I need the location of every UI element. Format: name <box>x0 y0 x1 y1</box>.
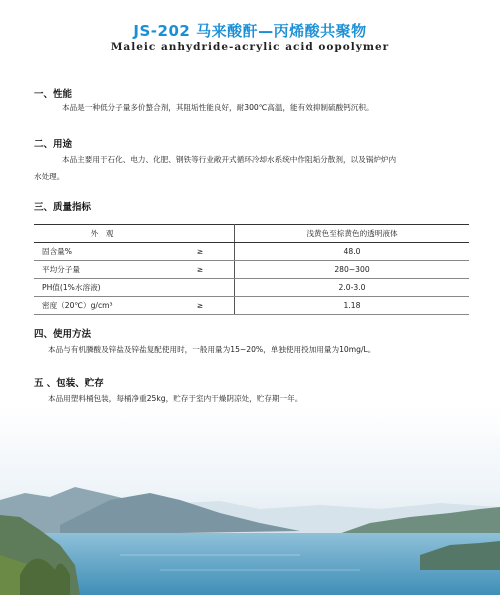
table-cell: 1.18 <box>235 297 470 315</box>
table-row <box>34 279 469 297</box>
table-cell: 密度（20℃）g/cm³ <box>34 297 166 315</box>
lake-mountain-scenery <box>0 405 500 595</box>
section-text-properties: 本品是一种低分子量多价螯合剂，其阻垢性能良好，耐300℃高温，能有效抑制硫酸钙沉积。 <box>62 103 374 112</box>
table-cell: ≥ <box>166 297 235 315</box>
table-cell: 48.0 <box>235 243 470 261</box>
table-cell <box>166 225 235 243</box>
section-text-usage-line1: 本品主要用于石化、电力、化肥、钢铁等行业敞开式循环冷却水系统中作阻垢分散剂，以及锅炉炉内 <box>62 155 397 164</box>
table-cell: PH值(1%水溶液) <box>34 279 166 297</box>
table-cell: 280~300 <box>235 261 470 279</box>
section-heading-quality: 三、质量指标 <box>34 202 92 213</box>
section-heading-method: 四、使用方法 <box>34 329 92 340</box>
page-title: JS-202 马来酸酐—丙烯酸共聚物 <box>133 22 367 40</box>
section-text-method: 本品与有机膦酸及锌盐及锌盐复配使用时，一般用量为15~20%，单独使用投加用量为10mg/L。 <box>48 345 376 354</box>
table-cell: 外 观 <box>34 225 166 243</box>
table-cell: 2.0-3.0 <box>235 279 470 297</box>
table-cell: ≥ <box>166 243 235 261</box>
page-subtitle: Maleic anhydride-acrylic acid oopolymer <box>110 41 390 53</box>
table-row <box>34 243 469 261</box>
section-text-usage-line2: 水处理。 <box>34 172 65 181</box>
table-cell: 固含量% <box>34 243 166 261</box>
table-cell <box>166 279 235 297</box>
quality-spec-table <box>34 224 469 315</box>
table-cell: 平均分子量 <box>34 261 166 279</box>
section-heading-packaging: 五 、包装、贮存 <box>34 378 104 389</box>
table-row <box>34 297 469 315</box>
table-row <box>34 261 469 279</box>
section-heading-usage: 二、用途 <box>34 139 73 150</box>
table-cell: 浅黄色至棕黄色的透明液体 <box>235 225 470 243</box>
section-heading-properties: 一、性能 <box>34 89 73 100</box>
table-header-row <box>34 225 469 243</box>
section-text-packaging: 本品用塑料桶包装，每桶净重25kg，贮存于室内干燥阴凉处，贮存期一年。 <box>48 394 303 403</box>
table-cell: ≥ <box>166 261 235 279</box>
